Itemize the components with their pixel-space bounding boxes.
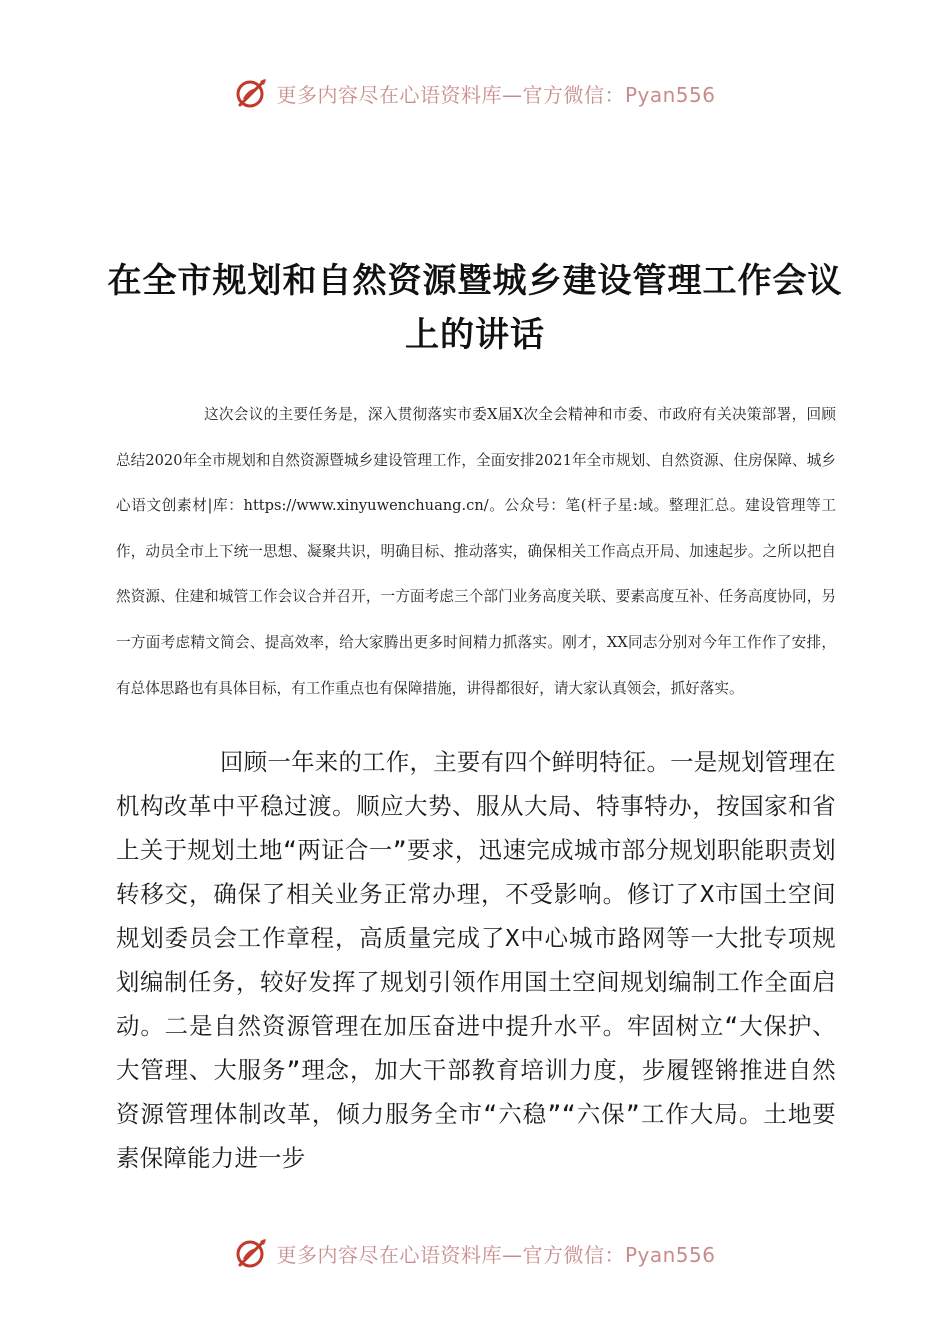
document-title: 在全市规划和自然资源暨城乡建设管理工作会议上的讲话 (107, 261, 843, 355)
footer-banner (0, 1231, 950, 1275)
body-paragraph: 回顾一年来的工作，主要有四个鲜明特征。一是规划管理在机构改革中平稳过渡。顺应大势、服从大局、特事特办，按国家和省上关于规划土地“两证合一”要求，迅速完成城市部分规划职能职责划转移交，确保了相关业务正常办理，不受影响。修订了X市国土空间规划委员会工作章程，高质量完成了X中心城市路网等一大批专项规划编制任务，较好发挥了规划引领作用国土空间规划编制工作全面启动。二是自然资源管理在加压奋进中提升水平。牢固树立“大保护、大管理、大服务”理念，加大干部教育培训力度，步履铿锵推进自然资源管理体制改革，倾力服务全市“六稳”“六保”工作大局。土地要素保障能力进一步 (116, 748, 836, 1172)
header-banner-text: 更多内容尽在心语资料库—官方微信：Pyan556 (276, 82, 716, 107)
intro-paragraph: 这次会议的主要任务是，深入贯彻落实市委X届X次全会精神和市委、市政府有关决策部署，回顾总结2020年全市规划和自然资源暨城乡建设管理工作，全面安排2021年全市规划、自然资源、住房保障、城乡心语文创素材|库：https://www.xinyuwenchuang.cn/。公众号：笔(杆子星:域。整理汇总。建设管理等工作，动员全市上下统一思想、凝聚共识，明确目标、推动落实，确保相关工作高点开局、加速起步。之所以把自然资源、住建和城管工作会议合并召开，一方面考虑三个部门业务高度关联、要素高度互补、任务高度协同，另一方面考虑精文简会、提高效率，给大家腾出更多时间精力抓落实。刚才，XX同志分别对今年工作作了安排，有总体思路也有具体目标，有工作重点也有保障措施，讲得都很好，请大家认真领会，抓好落实。 (116, 406, 836, 697)
footer-banner-text: 更多内容尽在心语资料库—官方微信：Pyan556 (276, 1242, 716, 1267)
writing-brush-logo-icon (234, 75, 270, 111)
writing-brush-logo-icon (234, 1235, 270, 1271)
header-banner (0, 71, 950, 115)
